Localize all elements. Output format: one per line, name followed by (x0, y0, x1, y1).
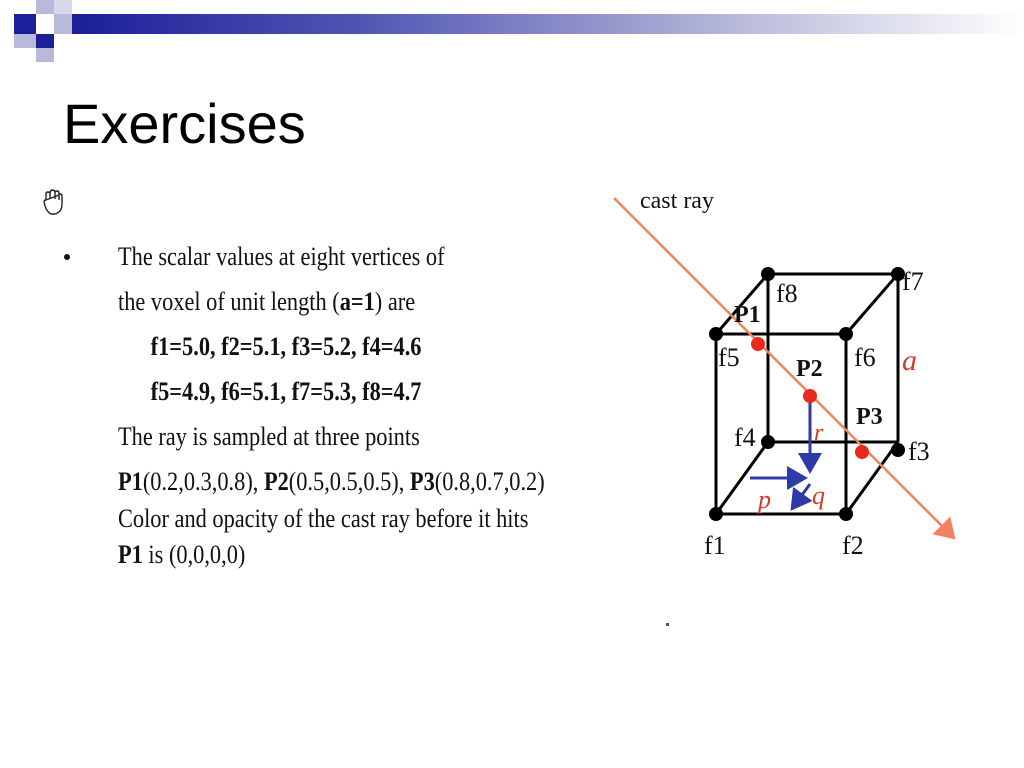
hand-pointer-icon (42, 188, 64, 216)
deco-square-4 (36, 14, 54, 34)
label-f2: f2 (842, 531, 864, 560)
p1-coords: (0.2,0.3,0.8), (142, 467, 264, 496)
label-f8: f8 (776, 279, 798, 308)
deco-square-8 (36, 48, 54, 62)
axis-p-label: p (758, 485, 771, 514)
sample-point-p1 (751, 337, 765, 351)
label-f4: f4 (734, 423, 756, 452)
label-f1: f1 (704, 531, 726, 560)
sample-points-line (118, 459, 548, 504)
stray-dot (666, 623, 669, 626)
deco-square-7 (36, 34, 54, 48)
text-line-2-pre: the voxel of unit length ( (118, 287, 340, 316)
text-line-2-post: ) are (374, 287, 416, 316)
p2-coords: (0.5,0.5,0.5), (288, 467, 410, 496)
vertex-f5 (709, 327, 723, 341)
text-line-2 (118, 279, 548, 324)
axis-q-label: q (812, 481, 825, 510)
vertex-f6 (839, 327, 853, 341)
header-decoration (0, 0, 1024, 62)
vertex-f3 (891, 443, 905, 457)
header-gradient-bar (72, 14, 1024, 34)
vertex-f1 (709, 507, 723, 521)
text-line-2-bold: a=1 (339, 287, 375, 316)
text-line-5: The ray is sampled at three points (118, 422, 420, 451)
exercise-text (118, 234, 548, 576)
bullet-marker (64, 254, 70, 260)
text-line-7: Color and opacity of the cast ray before it hits (118, 504, 529, 533)
p1-label: P1 (118, 467, 143, 496)
sample-point-p2 (803, 389, 817, 403)
label-f5: f5 (718, 343, 740, 372)
deco-square-6 (14, 34, 36, 48)
vertex-values-row-1: f1=5.0, f2=5.1, f3=5.2, f4=4.6 (150, 332, 422, 361)
label-p3: P3 (856, 404, 883, 430)
vertex-f8 (761, 267, 775, 281)
label-f6: f6 (854, 343, 876, 372)
text-line-8-bold: P1 (118, 540, 143, 569)
text-line-8-post: is (0,0,0,0) (142, 540, 246, 569)
ray-label: cast ray (640, 188, 714, 214)
deco-square-2 (36, 0, 54, 14)
label-f7: f7 (902, 267, 924, 296)
vertex-f4 (761, 435, 775, 449)
label-p1: P1 (734, 302, 761, 328)
p3-label: P3 (409, 467, 435, 496)
label-f3: f3 (908, 437, 930, 466)
slide-title: Exercises (63, 92, 306, 155)
p2-label: P2 (263, 467, 289, 496)
sample-point-p3 (855, 445, 869, 459)
axis-q-arrow (794, 484, 810, 506)
vertex-values-row-2: f5=4.9, f6=5.1, f7=5.3, f8=4.7 (150, 377, 422, 406)
text-line-8 (118, 540, 548, 576)
deco-square-1 (14, 14, 36, 34)
deco-square-5 (54, 14, 72, 34)
edge-length-label: a (902, 344, 917, 377)
label-p2: P2 (796, 356, 823, 382)
vertex-f2 (839, 507, 853, 521)
text-line-1: The scalar values at eight vertices of (118, 242, 445, 271)
p3-coords: (0.8,0.7,0.2) (434, 467, 545, 496)
deco-square-3 (54, 0, 72, 14)
axis-r-label: r (814, 420, 824, 446)
voxel-ray-diagram (600, 170, 1000, 590)
